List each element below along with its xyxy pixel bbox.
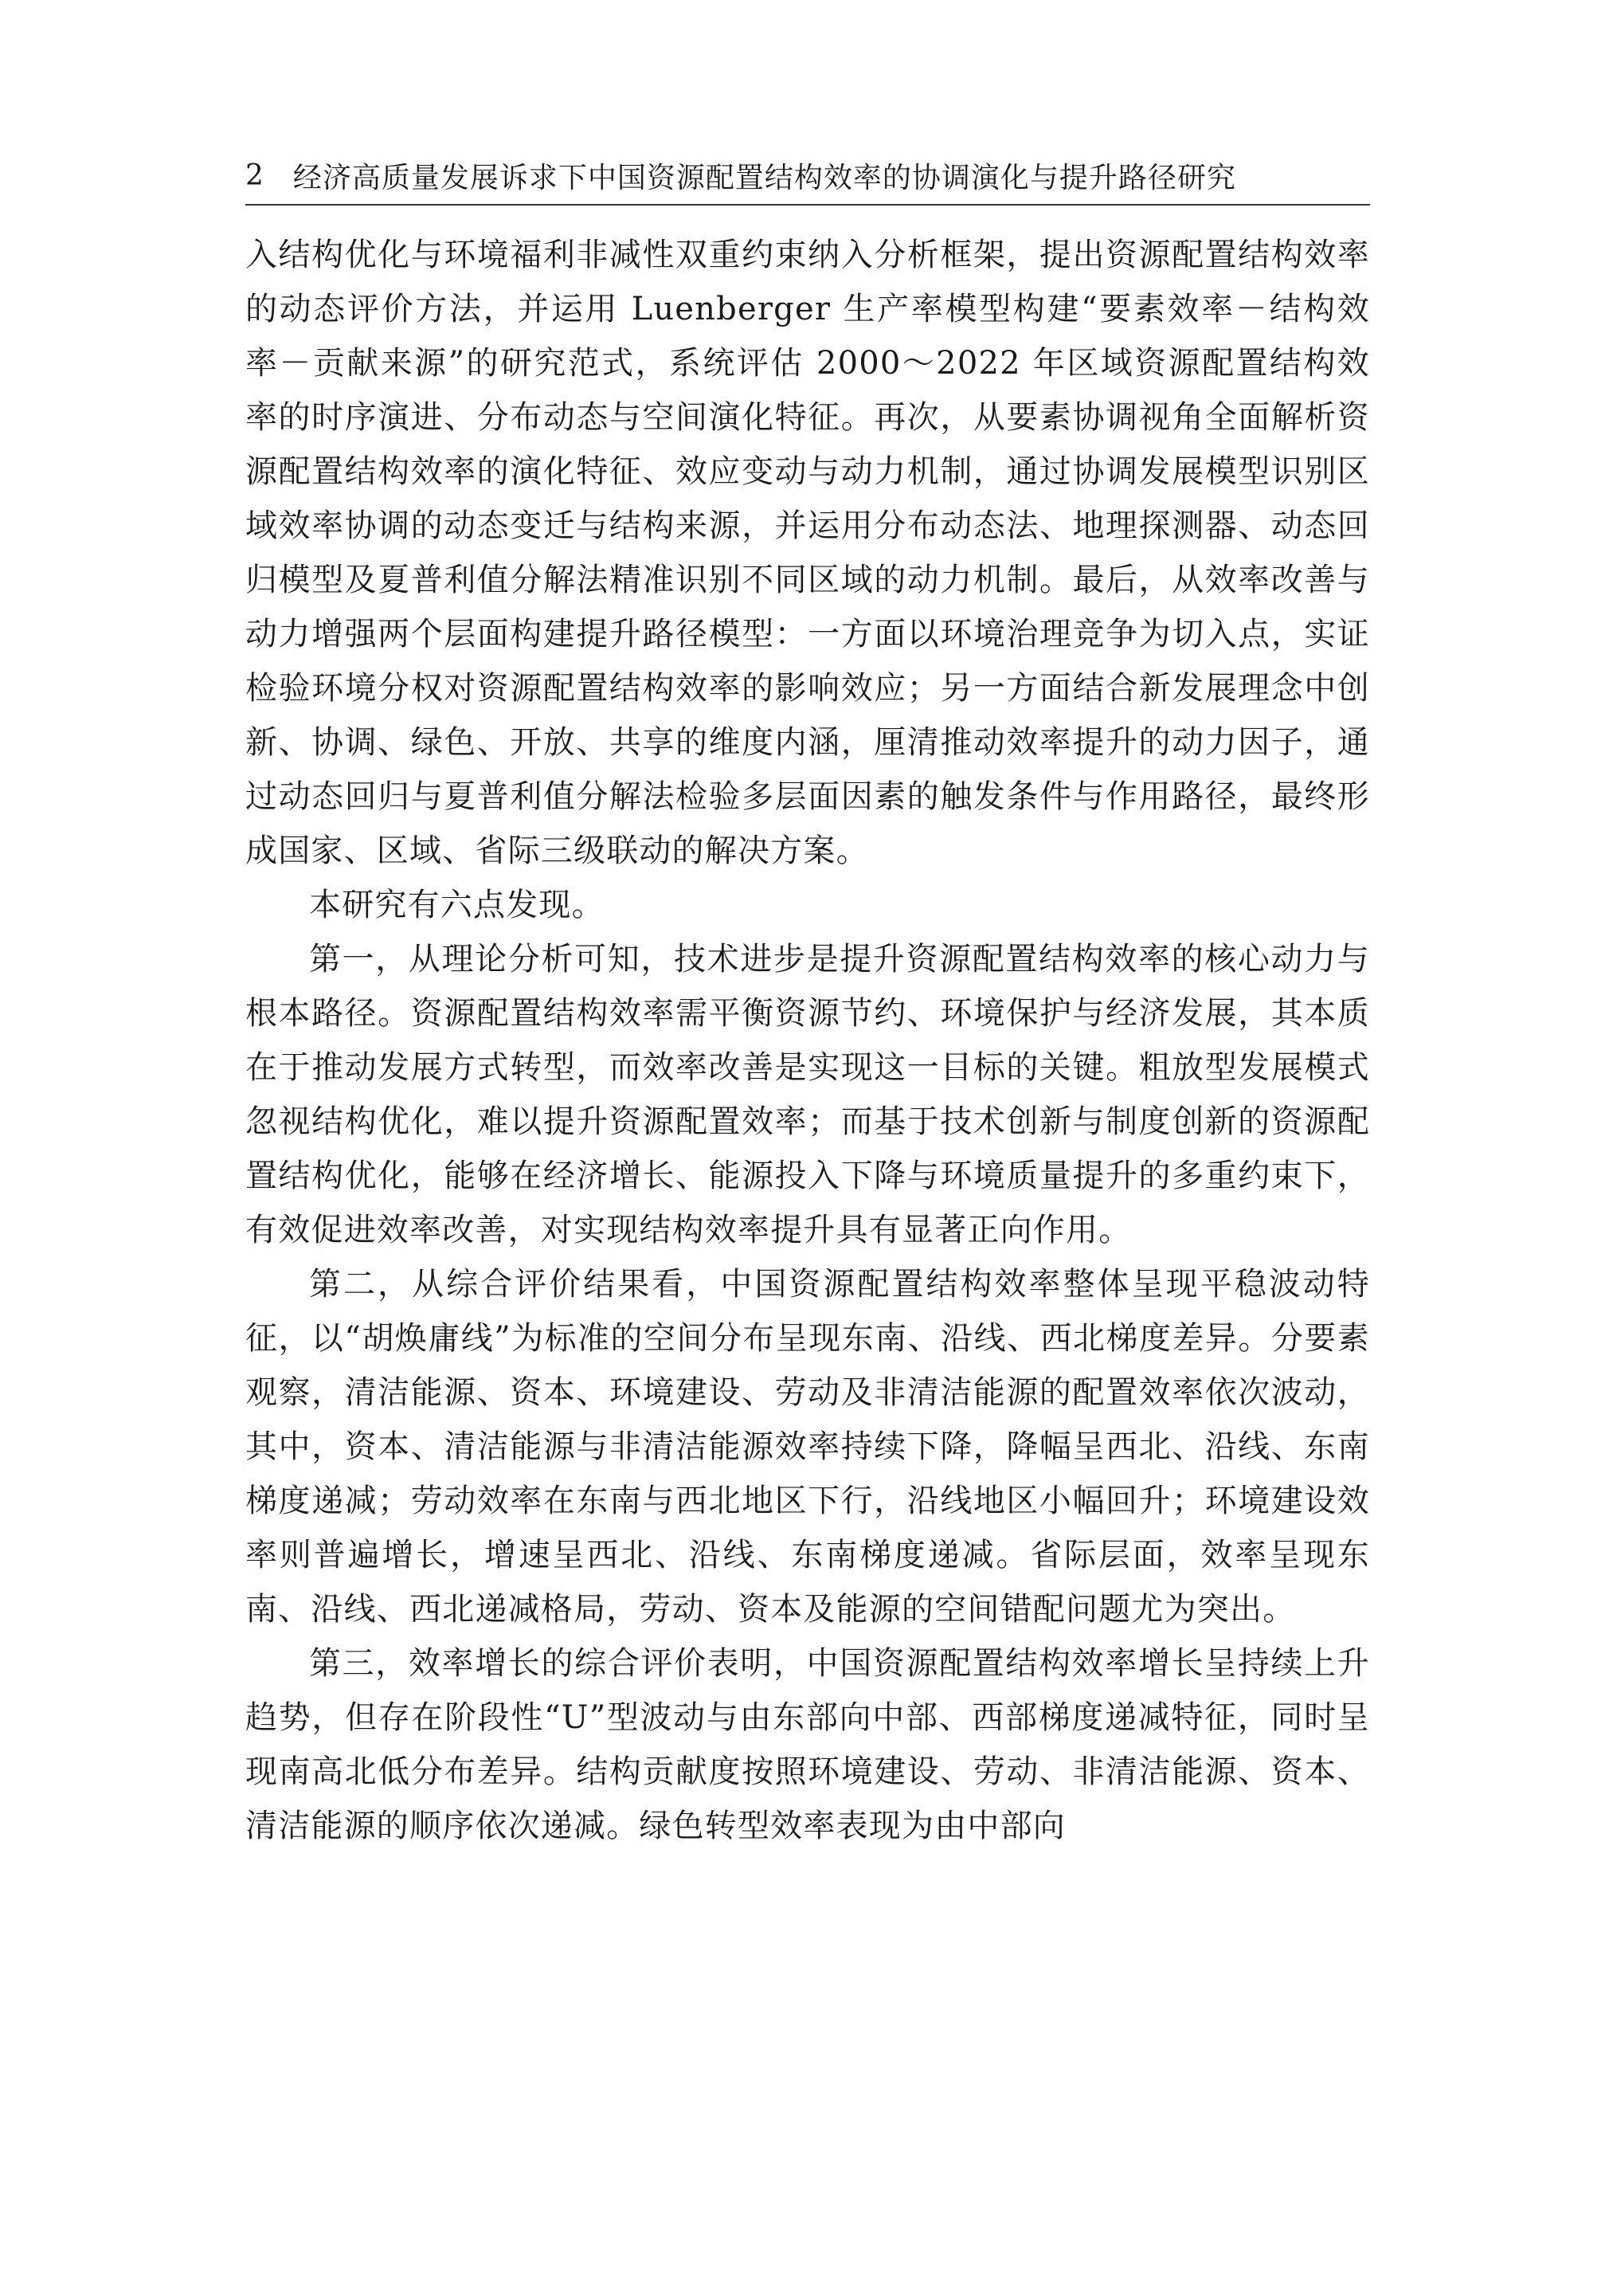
running-header (245, 150, 1370, 201)
running-title: 经济高质量发展诉求下中国资源配置结构效率的协调演化与提升路径研究 (292, 161, 1236, 194)
page-number: 2 (245, 159, 264, 192)
paragraph-finding-3: 第三，效率增长的综合评价表明，中国资源配置结构效率增长呈持续上升趋势，但存在阶段性“U”型波动与由东部向中部、西部梯度递减特征，同时呈现南高北低分布差异。结构贡献度按照环境建设、劳动、非清洁能源、资本、清洁能源的顺序依次递减。绿色转型效率表现为由中部向 (245, 1645, 1370, 1844)
paragraph-finding-1: 第一，从理论分析可知，技术进步是提升资源配置结构效率的核心动力与根本路径。资源配置结构效率需平衡资源节约、环境保护与经济发展，其本质在于推动发展方式转型，而效率改善是实现这一目标的关键。粗放型发展模式忽视结构优化，难以提升资源配置效率；而基于技术创新与制度创新的资源配置结构优化，能够在经济增长、能源投入下降与环境质量提升的多重约束下，有效促进效率改善，对实现结构效率提升具有显著正向作用。 (245, 941, 1370, 1248)
paragraph-continued: 入结构优化与环境福利非减性双重约束纳入分析框架，提出资源配置结构效率的动态评价方法，并运用 Luenberger 生产率模型构建“要素效率－结构效率－贡献来源”的研究范式，系统评估 2000～2022 年区域资源配置结构效率的时序演进、分布动态与空间演化特征。再次，从要素协调视角全面解析资源配置结构效率的演化特征、效应变动与动力机制，通过协调发展模型识别区域效率协调的动态变迁与结构来源，并运用分布动态法、地理探测器、动态回归模型及夏普利值分解法精准识别不同区域的动力机制。最后，从效率改善与动力增强两个层面构建提升路径模型：一方面以环境治理竞争为切入点，实证检验环境分权对资源配置结构效率的影响效应；另一方面结合新发展理念中创新、协调、绿色、开放、共享的维度内涵，厘清推动效率提升的动力因子，通过动态回归与夏普利值分解法检验多层面因素的触发条件与作用路径，最终形成国家、区域、省际三级联动的解决方案。 (245, 237, 1370, 869)
paragraph-finding-2: 第二，从综合评价结果看，中国资源配置结构效率整体呈现平稳波动特征，以“胡焕庸线”为标准的空间分布呈现东南、沿线、西北梯度差异。分要素观察，清洁能源、资本、环境建设、劳动及非清洁能源的配置效率依次波动，其中，资本、清洁能源与非清洁能源效率持续下降，降幅呈西北、沿线、东南梯度递减；劳动效率在东南与西北地区下行，沿线地区小幅回升；环境建设效率则普遍增长，增速呈西北、沿线、东南梯度递减。省际层面，效率呈现东南、沿线、西北递减格局，劳动、资本及能源的空间错配问题尤为突出。 (245, 1266, 1370, 1628)
body-text (245, 228, 1370, 1853)
header-divider (245, 204, 1370, 206)
paragraph-findings-intro: 本研究有六点发现。 (309, 887, 605, 923)
